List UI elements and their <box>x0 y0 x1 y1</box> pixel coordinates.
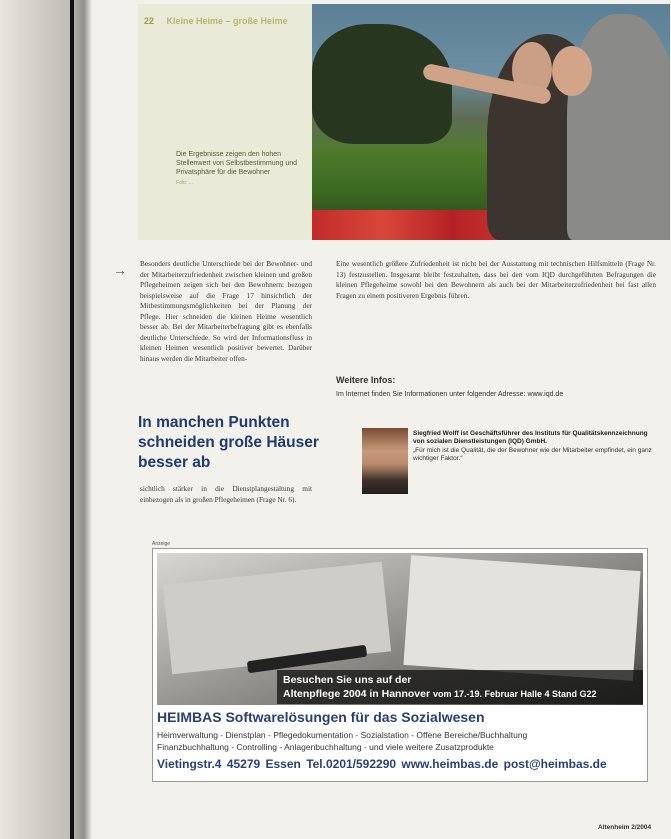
caption-text: Die Ergebnisse zeigen den hohen Stellenwert von Selbstbestimmung und Privatsphäre für die Bewohner <box>176 151 298 176</box>
body-column-1-bottom: sichtlich stärker in die Dienstplangestaltung mit einbezogen als in großen Pflegeheimen (Frage Nr. 6). <box>140 484 312 504</box>
arrow-icon: → <box>113 262 127 278</box>
section-title: Kleine Heime – große Heime <box>166 16 288 26</box>
ad-products-line-2: Finanzbuchhaltung - Controlling - Anlagenbuchhaltung - und viele weitere Zusatzprodukte <box>157 742 494 752</box>
ad-fair-banner <box>277 670 643 704</box>
page-number: 22 <box>144 16 155 26</box>
article-subheadline: In manchen Punkten schneiden große Häuser besser ab <box>138 414 319 471</box>
photo-person-right <box>567 14 670 240</box>
ad-products-line-1: Heimverwaltung - Dienstplan - Pflegedokumentation - Sozialstation - Offene Bereiche/Buchhaltung <box>157 730 528 740</box>
ad-title: HEIMBAS Softwarelösungen für das Sozialwesen <box>157 709 485 725</box>
ad-contact-line[interactable]: Vietingstr.4 45279 Essen Tel.0201/592290 www.heimbas.de post@heimbas.de <box>157 757 607 771</box>
ad-banner-line2: Altenpflege 2004 in Hannover <box>283 688 431 700</box>
photo-credit: Foto: ... <box>176 180 193 186</box>
feature-photo <box>312 4 670 240</box>
author-bio-name: Siegfried Wolff ist Geschäftsführer des Instituts für Qualitätskennzeichnung von sozialen Dienstleistungen (IQD) GmbH. <box>413 430 648 446</box>
further-info-heading: Weitere Infos: <box>336 375 396 385</box>
page-footer: Altenheim 2/2004 <box>598 824 652 831</box>
binding-shadow <box>70 0 74 839</box>
photo-tree <box>312 24 452 144</box>
body-column-2: Eine wesentlich größere Zufriedenheit ist nicht bei der Ausstattung mit technischen Hilfsmitteln (Frage Nr. 13) festzustellen. Insgesamt bleibt festzuhalten, dass bei den vom IQD durchgeführten Befragungen die kleinen Pflegeheime sowohl bei den Bewohnern als auch bei der Mitarbeiterzufriedenheit bei fast allen Fragen zu einem positiveren Ergebnis führen. <box>336 259 656 300</box>
further-info-text: Im Internet finden Sie Informationen unter folgender Adresse: www.iqd.de <box>336 391 564 398</box>
ad-photo <box>157 553 643 705</box>
advertisement[interactable] <box>152 548 648 782</box>
binding-spine <box>0 0 92 839</box>
ad-label: Anzeige <box>152 541 171 547</box>
photo-caption <box>176 150 306 188</box>
ad-paper-right <box>403 555 640 681</box>
author-bio <box>413 430 657 464</box>
author-quote: „Für mich ist die Qualität, die der Bewohner wie der Mitarbeiter empfindet, ein ganz wichtiger Faktor.“ <box>413 446 652 463</box>
ad-banner-line1: Besuchen Sie uns auf der <box>283 674 412 686</box>
ad-banner-date: vom 17.-19. Februar Halle 4 Stand G22 <box>432 689 597 699</box>
running-header <box>144 16 288 26</box>
author-portrait <box>362 428 408 494</box>
body-column-1-top: Besonders deutliche Unterschiede bei der Bewohner- und der Mitarbeiterzufriedenheit zwischen kleinen und großen Pflegeheimen zeigen sich bei den Bewohnern: bezogen beispielsweise auf die Frage 17 hinsichtlich der Mitbestimmungsmöglichkeiten bei der Planung der Pflege. Hier schneiden die kleinen Heime wesentlich besser ab. Bei der Mitarbeiterbefragung gibt es ebenfalls deutliche Unterschiede. So wird der Informationsfluss in kleinen Heimen wesentlich positiver bewertet. Darüber hinaus werden die Mitarbeiter offen- <box>140 259 312 363</box>
photo-face-right <box>552 46 592 96</box>
